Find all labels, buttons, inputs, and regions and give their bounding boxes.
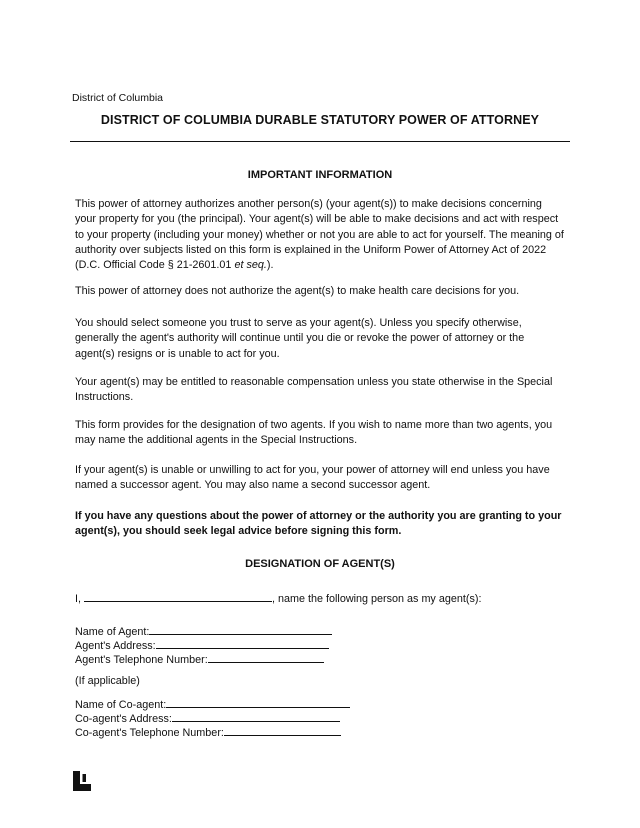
principal-line xyxy=(75,591,481,607)
designation-heading: DESIGNATION OF AGENT(S) xyxy=(245,558,395,570)
paragraph-authorization-text: This power of attorney authorizes another person(s) (your agent(s)) to make decisions concerning your property for you (the principal). Your agent(s) will be able to make decisions and act with respect to your property (including your money) whether or not you are able to act for yourself. The meaning of authority over subjects listed on this form is explained in the Uniform Power of Attorney Act of 2022 (D.C. Official Code § 21-2601.01 xyxy=(75,198,564,272)
paragraph-select-agent: You should select someone you trust to serve as your agent(s). Unless you specify otherwise, generally the agent's authority will continue until you die or revoke the power of attorney or the agent(s) resigns or is unable to act for you. xyxy=(75,317,525,360)
paragraph-no-health-care: This power of attorney does not authorize the agent(s) to make health care decisions for you. xyxy=(75,285,520,297)
if-applicable-label: (If applicable) xyxy=(75,675,140,687)
document-title: DISTRICT OF COLUMBIA DURABLE STATUTORY POWER OF ATTORNEY xyxy=(100,113,540,127)
title-divider xyxy=(70,141,570,142)
agent-name-blank[interactable] xyxy=(149,624,332,635)
paragraph-authorization-end: ). xyxy=(266,259,274,272)
paragraph-successor-agent: If your agent(s) is unable or unwilling to act for you, your power of attorney will end unless you have named a successor agent. You may also name a second successor agent. xyxy=(75,464,550,492)
principal-suffix: , name the following person as my agent(s): xyxy=(272,593,482,605)
coagent-phone-blank[interactable] xyxy=(224,725,341,736)
coagent-name-label: Name of Co-agent: xyxy=(75,699,167,711)
agent-name-label: Name of Agent: xyxy=(75,626,150,638)
coagent-phone-line xyxy=(75,725,341,741)
paragraph-legal-advice: If you have any questions about the power of attorney or the authority you are granting to your agent(s), you should seek legal advice before signing this form. xyxy=(75,510,562,538)
paragraph-compensation: Your agent(s) may be entitled to reasonable compensation unless you state otherwise in the Special Instructions. xyxy=(75,376,553,404)
legal-templates-logo-icon xyxy=(73,771,91,791)
principal-prefix: I, xyxy=(75,593,81,605)
coagent-name-blank[interactable] xyxy=(166,697,350,708)
agent-phone-blank[interactable] xyxy=(208,652,324,663)
coagent-phone-label: Co-agent's Telephone Number: xyxy=(75,727,224,739)
paragraph-two-agents: This form provides for the designation of two agents. If you wish to name more than two agents, you may name the additional agents in the Special Instructions. xyxy=(75,419,553,447)
agent-address-label: Agent's Address: xyxy=(75,640,156,652)
coagent-address-blank[interactable] xyxy=(172,711,340,722)
important-information-heading: IMPORTANT INFORMATION xyxy=(247,169,393,181)
coagent-address-label: Co-agent's Address: xyxy=(75,713,172,725)
paragraph-authorization-italic: et seq. xyxy=(234,259,267,272)
agent-phone-line xyxy=(75,652,324,668)
principal-name-blank[interactable] xyxy=(84,591,272,602)
agent-address-blank[interactable] xyxy=(156,638,329,649)
paragraph-authorization xyxy=(75,197,565,274)
agent-phone-label: Agent's Telephone Number: xyxy=(75,654,208,666)
jurisdiction-label: District of Columbia xyxy=(72,92,164,104)
logo-glyph-icon xyxy=(73,771,91,791)
